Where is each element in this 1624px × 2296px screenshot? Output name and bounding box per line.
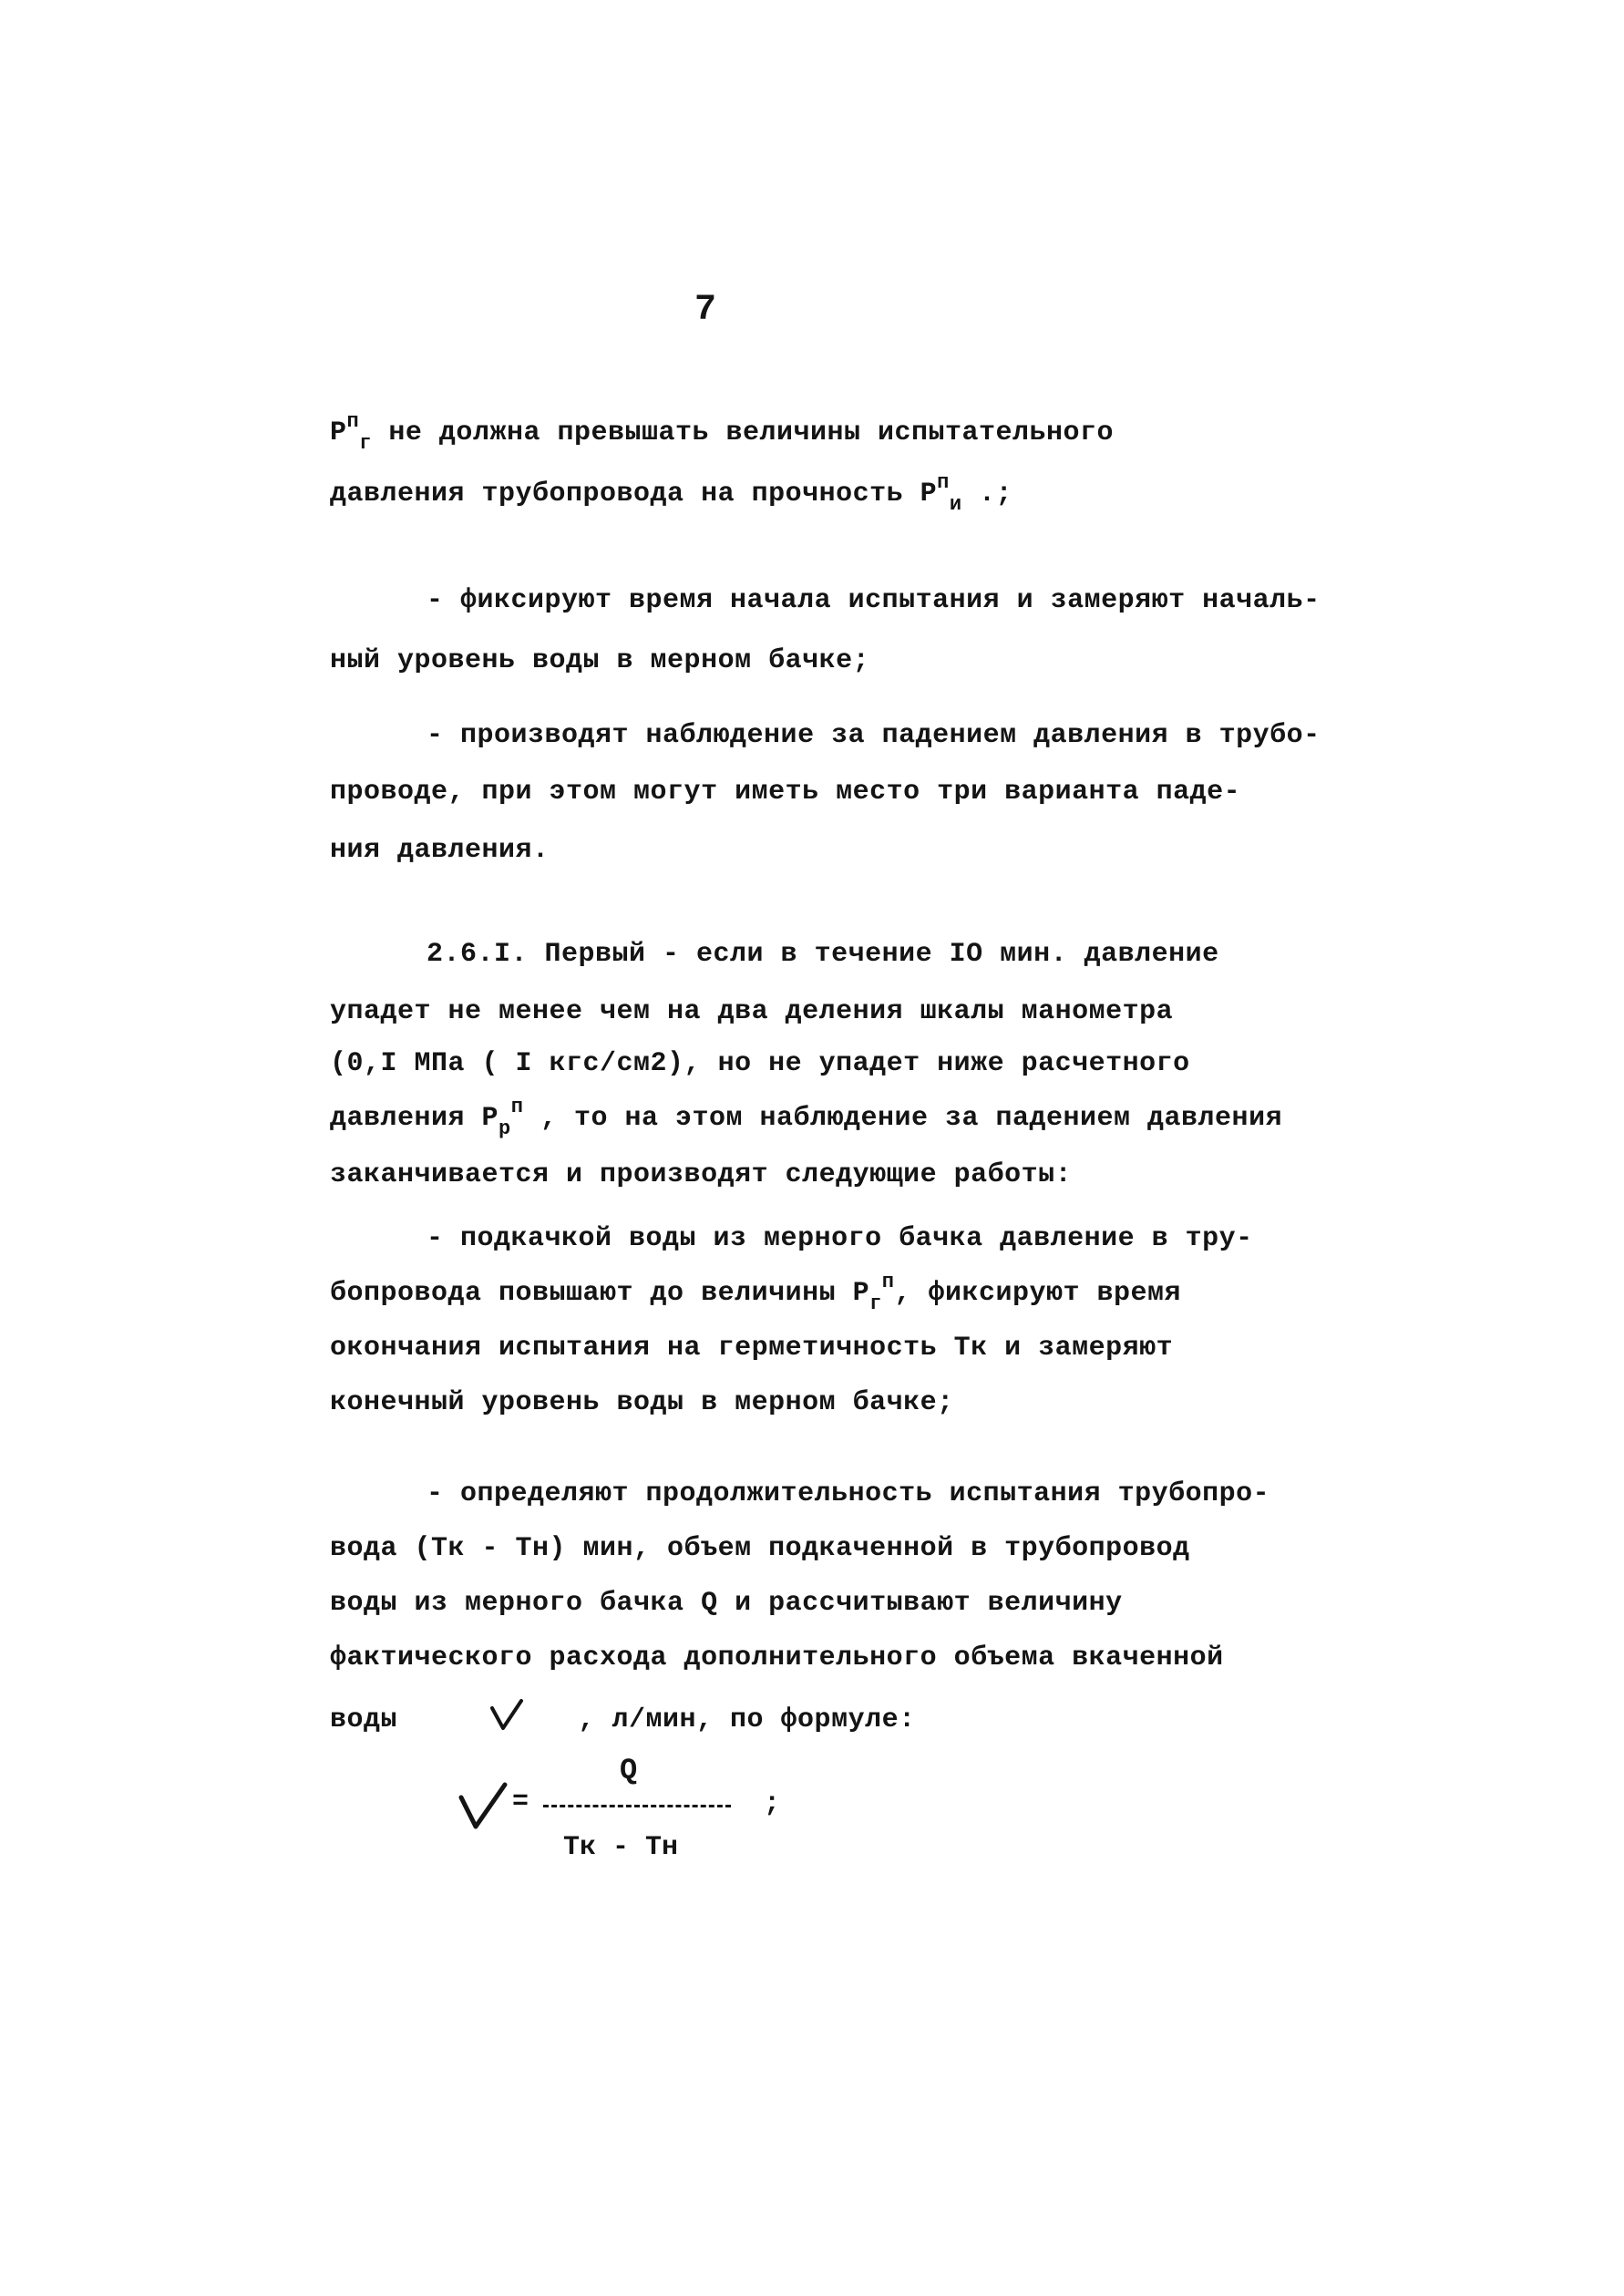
pressure-sup4: п	[881, 1271, 895, 1293]
flow-rate-symbol-icon	[456, 1779, 510, 1834]
pressure-sub3: р	[499, 1117, 511, 1140]
page-number: 7	[694, 290, 717, 331]
para5-line5	[330, 1697, 916, 1735]
para4-line3: окончания испытания на герметичность Тк и замеряют	[330, 1333, 1174, 1364]
pressure-sup: п	[346, 410, 360, 433]
para1-text2: давления трубопровода на прочность P	[330, 479, 938, 510]
para4-text: бопровода повышают до величины P	[330, 1278, 870, 1309]
para2-line2: ный уровень воды в мерном бачке;	[330, 645, 870, 676]
para4-line4: конечный уровень воды в мерном бачке;	[330, 1387, 954, 1418]
para4-line1: - подкачкой воды из мерного бачка давление в тру-	[427, 1223, 1253, 1254]
para4-line2	[330, 1271, 1182, 1315]
section-261-line4	[330, 1096, 1283, 1140]
para5-text2: , л/мин, по формуле:	[561, 1704, 916, 1735]
flow-rate-symbol-icon	[488, 1697, 525, 1734]
section-261-line5: заканчивается и производят следующие работы:	[330, 1159, 1073, 1190]
para3-line3: ния давления.	[330, 835, 550, 866]
para3-line1: - производят наблюдение за падением давления в трубо-	[427, 720, 1321, 751]
pressure-sup3: п	[510, 1096, 524, 1118]
para5-line2: вода (Тк - Тн) мин, объем подкаченной в трубопровод	[330, 1533, 1190, 1564]
pressure-sub2: и	[949, 493, 962, 516]
pressure-sub: г	[359, 432, 372, 455]
para5-text: воды	[330, 1704, 398, 1735]
formula-equals: =	[512, 1786, 529, 1817]
para2-line1: - фиксируют время начала испытания и замеряют началь-	[427, 585, 1321, 616]
section-261-line1: 2.6.I. Первый - если в течение IO мин. давление	[427, 939, 1219, 970]
section-261-text: давления P	[330, 1103, 499, 1134]
para1-text: не должна превышать величины испытательного	[371, 417, 1115, 448]
formula-denominator: Тк - Тн	[563, 1832, 679, 1863]
formula-semicolon: ;	[764, 1788, 781, 1819]
para1-line2	[330, 471, 1013, 516]
para5-line1: - определяют продолжительность испытания трубопро-	[427, 1478, 1270, 1509]
pressure-sub4: г	[869, 1292, 882, 1315]
para5-line4: фактического расхода дополнительного объема вкаченной	[330, 1642, 1224, 1673]
pressure-sup2: п	[937, 471, 950, 494]
formula-numerator: Q	[620, 1754, 638, 1787]
para1-line1	[330, 410, 1115, 455]
section-261-line2: упадет не менее чем на два деления шкалы манометра	[330, 996, 1174, 1027]
para1-tail: .;	[961, 479, 1013, 510]
para4-text2: , фиксируют время	[894, 1278, 1182, 1309]
pressure-symbol: P	[330, 417, 347, 448]
flow-rate-formula	[456, 1754, 802, 1887]
para5-line3: воды из мерного бачка Q и расcчитывают величину	[330, 1588, 1123, 1619]
para3-line2: проводе, при этом могут иметь место три варианта паде-	[330, 777, 1241, 808]
formula-fraction-bar	[543, 1805, 731, 1807]
section-261-text2: , то на этом наблюдение за падением давления	[523, 1103, 1283, 1134]
section-261-line3: (0,I МПа ( I кгс/см2), но не упадет ниже расчетного	[330, 1048, 1190, 1079]
